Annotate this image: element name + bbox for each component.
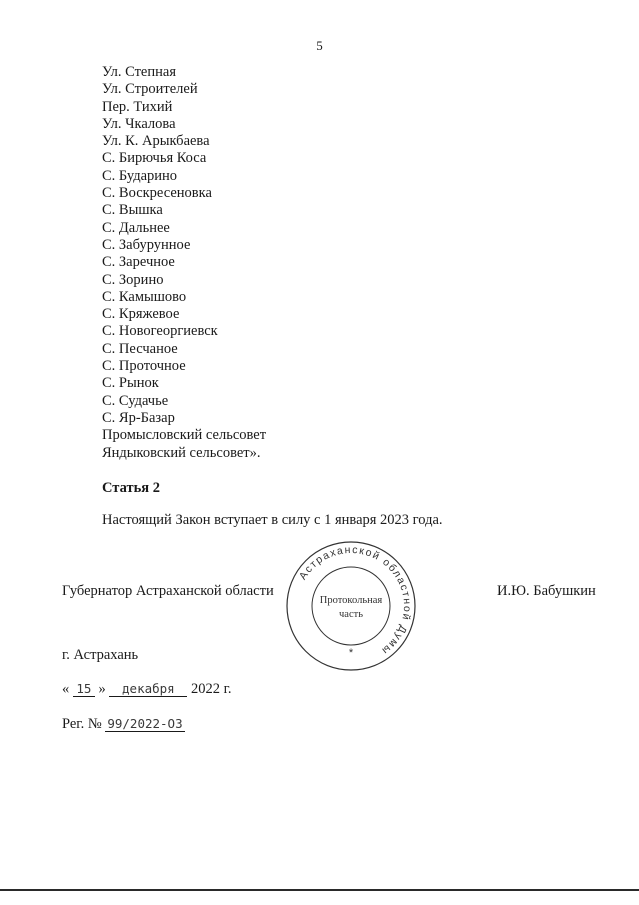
list-item: С. Яр-Базар (102, 409, 175, 426)
list-item: Яндыковский сельсовет». (102, 444, 261, 461)
article-text: Настоящий Закон вступает в силу с 1 января 2023 года. (102, 512, 443, 528)
list-item: С. Воскресеновка (102, 185, 212, 202)
page-number: 5 (316, 38, 323, 53)
list-item: С. Бирючья Коса (102, 150, 207, 167)
list-item: С. Песчаное (102, 340, 178, 357)
list-item: Пер. Тихий (102, 98, 173, 115)
locality-list (102, 64, 266, 462)
date-year: 2022 г. (191, 681, 232, 697)
seal-center-line2: часть (339, 609, 363, 620)
city-label: г. Астрахань (62, 647, 139, 663)
list-item: С. Кряжевое (102, 306, 180, 323)
list-item: Ул. К. Арыкбаева (102, 133, 210, 150)
date-close-quote: » (98, 681, 106, 697)
list-item: С. Дальнее (102, 219, 170, 236)
seal-star-icon: * (348, 647, 354, 659)
date-month: декабря (109, 682, 187, 697)
governor-name: И.Ю. Бабушкин (497, 583, 596, 599)
list-item: С. Зорино (102, 271, 164, 288)
list-item: С. Заречное (102, 254, 175, 271)
list-item: С. Забурунное (102, 236, 191, 253)
date-day: 15 (73, 682, 95, 697)
date-open-quote: « (62, 681, 70, 697)
registration-number: 99/2022-ОЗ (107, 716, 183, 731)
list-item: С. Проточное (102, 358, 186, 375)
list-item: Ул. Чкалова (102, 115, 176, 132)
seal-center-line1: Протокольная (319, 595, 383, 606)
registration-line (62, 716, 185, 733)
list-item: Ул. Степная (102, 64, 176, 80)
list-item: Промысловский сельсовет (102, 427, 267, 444)
date-line (62, 681, 232, 698)
footer-divider (0, 889, 639, 891)
list-item: С. Рынок (102, 375, 159, 392)
list-item: С. Вышка (102, 202, 163, 219)
governor-title: Губернатор Астраханской области (62, 583, 274, 599)
registration-label: Рег. № (62, 716, 102, 732)
list-item: С. Судачье (102, 392, 169, 409)
seal-inner-ring (312, 567, 390, 645)
seal-ring-text: Астраханской областной Думы (296, 543, 414, 658)
list-item: С. Бударино (102, 167, 178, 184)
list-item: С. Новогеоргиевск (102, 323, 218, 340)
official-seal-stamp (285, 540, 417, 672)
list-item: С. Камышово (102, 288, 187, 305)
list-item: Ул. Строителей (102, 81, 198, 98)
article-heading: Статья 2 (102, 480, 160, 496)
